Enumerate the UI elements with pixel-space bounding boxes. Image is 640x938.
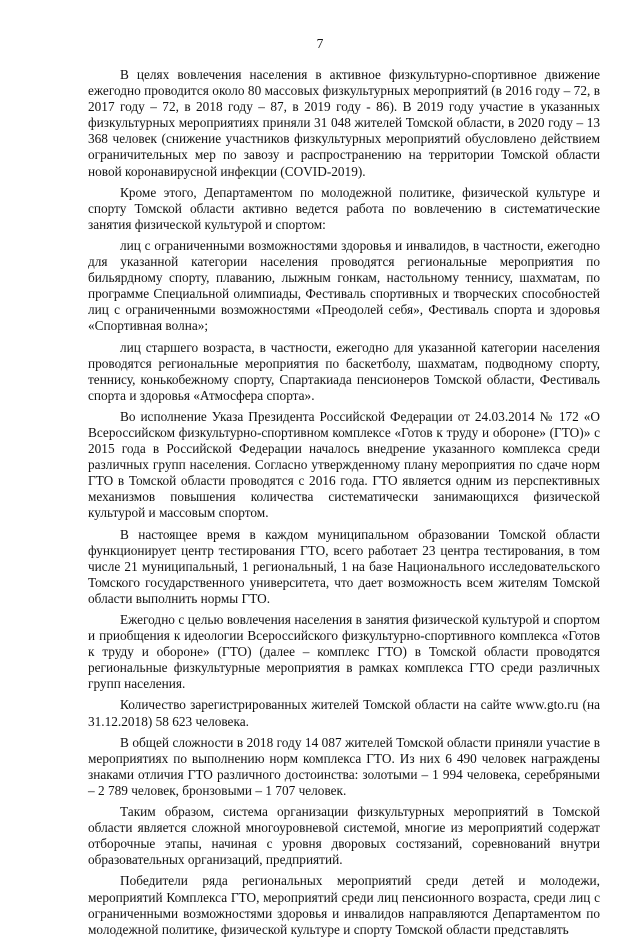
paragraph-gto-events: Ежегодно с целью вовлечения населения в занятия физической культурой и спортом и приобщения к идеологии Всероссийского физкультурно-спортивного комплекса «Готов к труду и обороне» (ГТО) (далее – комплекс ГТО) в Томской области проводятся региональные физкультурные мероприятия в рамках комплекса ГТО среди различных групп населения.: [88, 612, 600, 692]
paragraph-testing-centers: В настоящее время в каждом муниципальном образовании Томской области функционирует центр тестирования ГТО, всего работает 23 центра тестирования, в том числе 21 муниципальный, 1 региональный, 1 на базе Национального исследовательского Томского государственного университета, что дает возможность всем жителям Томской области выполнить нормы ГТО.: [88, 526, 600, 606]
paragraph-registered-residents: Количество зарегистрированных жителей Томской области на сайте www.gto.ru (на 31.12.2018) 58 623 человека.: [88, 697, 600, 729]
paragraph-department-work: Кроме этого, Департаментом по молодежной политике, физической культуре и спорту Томской области активно ведется работа по вовлечению в систематические занятия физической культурой и спортом:: [88, 184, 600, 232]
paragraph-winners: Победители ряда региональных мероприятий среди детей и молодежи, мероприятий Комплекса ГТО, мероприятий среди лиц пенсионного возраста, среди лиц с ограниченными возможностями здоровья и инвалидов направляются Департаментом по молодежной политике, физической культуре и спорту Томской области представлять: [88, 873, 600, 937]
page-number: 7: [316, 36, 324, 51]
document-body: [88, 67, 600, 938]
paragraph-gto-decree: Во исполнение Указа Президента Российской Федерации от 24.03.2014 № 172 «О Всероссийском физкультурно-спортивном комплексе «Готов к труду и обороне» (ГТО)» с 2015 года в Российской Федерации началось внедрение указанного комплекса среди различных групп населения. Согласно утвержденному плану мероприятия по сдаче норм ГТО в Томской области проводятся с 2016 года. ГТО является одним из перспективных механизмов повышения количества систематически занимающихся физической культурой и массовым спортом.: [88, 408, 600, 521]
paragraph-gto-results: В общей сложности в 2018 году 14 087 жителей Томской области приняли участие в мероприятиях по выполнению норм комплекса ГТО. Из них 6 490 человек награждены знаками отличия ГТО различного достоинства: золотыми – 1 994 человека, серебряными – 2 789 человек, бронзовыми – 1 707 человек.: [88, 734, 600, 798]
paragraph-disabled-persons: лиц с ограниченными возможностями здоровья и инвалидов, в частности, ежегодно для указанной категории населения проводятся региональные мероприятия по бильярдному спорту, плаванию, лыжным гонкам, настольному теннису, шахматам, по программе Специальной олимпиады, Фестиваль спортивных и творческих способностей лиц с ограниченными возможностями «Преодолей себя», Фестиваль спорта и здоровья «Спортивная волна»;: [88, 237, 600, 334]
paragraph-senior-persons: лиц старшего возраста, в частности, ежегодно для указанной категории населения проводятся региональные мероприятия по баскетболу, шахматам, подводному спорту, теннису, конькобежному спорту, Спартакиада пенсионеров Томской области, Фестиваль спорта и здоровья «Атмосфера спорта».: [88, 339, 600, 403]
paragraph-activity-stats: В целях вовлечения населения в активное физкультурно-спортивное движение ежегодно проводится около 80 массовых физкультурных мероприятий (в 2016 году – 72, в 2017 году – 72, в 2018 году – 87, в 2019 году - 86). В 2019 году участие в указанных физкультурных мероприятиях приняли 31 048 жителей Томской области, в 2020 году – 13 368 человек (снижение участников физкультурных мероприятий обусловлено действием ограничительных мер по завозу и распространению на территории Томской области новой коронавирусной инфекции (COVID-2019).: [88, 67, 600, 179]
paragraph-system-summary: Таким образом, система организации физкультурных мероприятий в Томской области является сложной многоуровневой системой, многие из мероприятий содержат отборочные этапы, начиная с уровня дворовых состязаний, соревнований внутри образовательных организаций, предприятий.: [88, 804, 600, 868]
